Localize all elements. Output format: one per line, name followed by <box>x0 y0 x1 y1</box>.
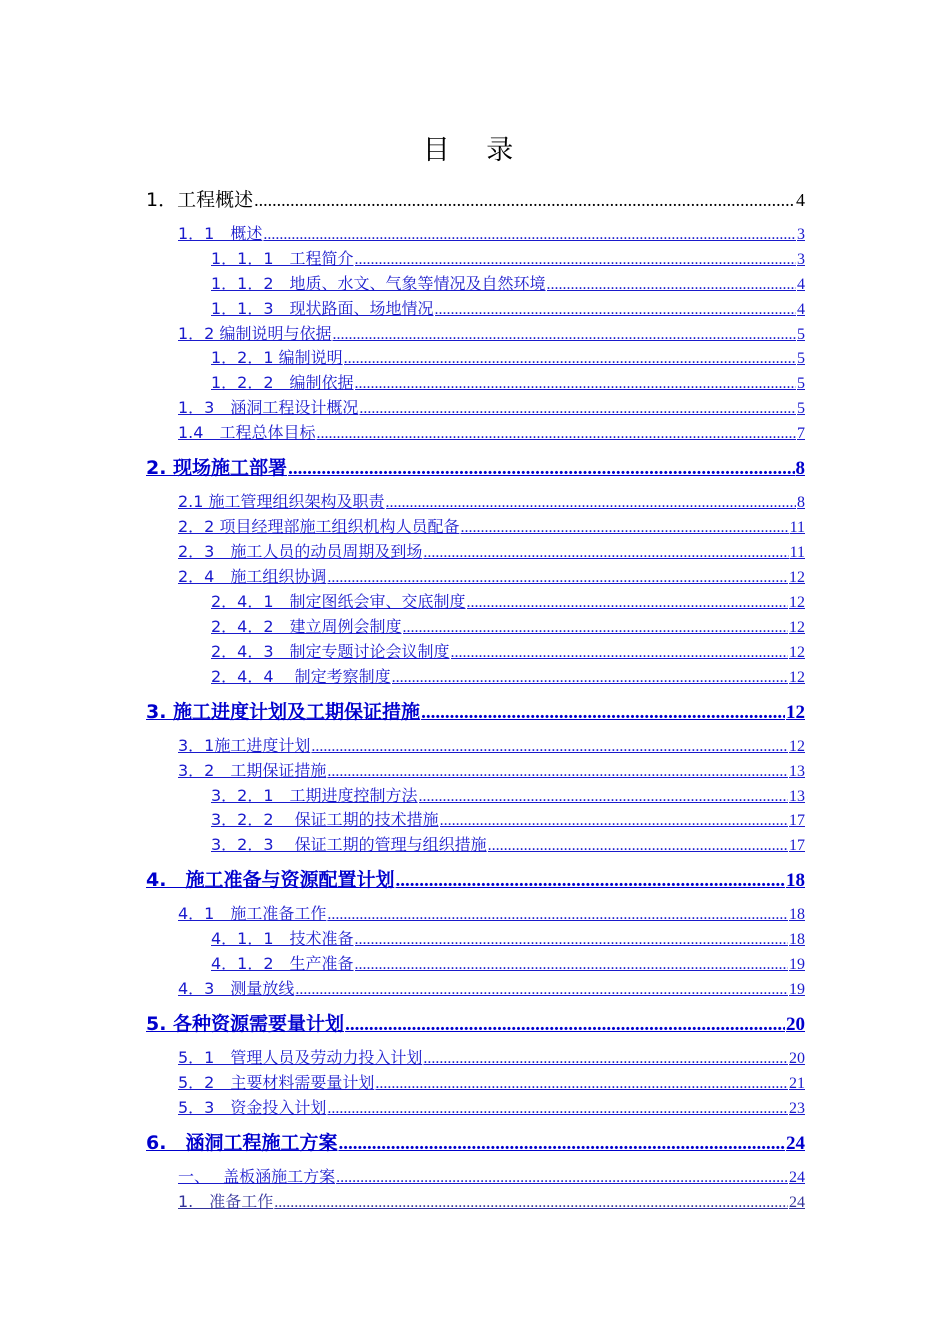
page-title: 目 录 <box>422 135 528 166</box>
toc-entry-page: 18 <box>789 931 805 948</box>
toc-dot-leader <box>488 837 788 855</box>
toc-entry-title: 1．1．3 现状路面、场地情况 <box>211 299 434 318</box>
toc-entry-title: 4．1．1 技术准备 <box>211 929 354 948</box>
toc-entry-page: 20 <box>786 1014 805 1035</box>
toc-entry[interactable] <box>211 589 805 612</box>
toc-entry-title: 1．1．1 工程简介 <box>211 249 354 268</box>
toc-entry[interactable] <box>178 564 805 587</box>
toc-entry-title: 3．2．3 保证工期的管理与组织措施 <box>211 835 487 854</box>
toc-entry-page: 20 <box>789 1050 805 1067</box>
toc-entry[interactable] <box>211 370 805 393</box>
toc-dot-leader <box>355 956 788 974</box>
toc-entry-page: 12 <box>789 619 805 636</box>
toc-entry-page: 21 <box>789 1075 805 1092</box>
toc-entry-page: 11 <box>789 519 805 536</box>
toc-entry[interactable] <box>146 1128 805 1155</box>
toc-entry[interactable] <box>178 420 805 443</box>
toc-entry-page: 24 <box>789 1194 805 1211</box>
toc-entry-title: 5．1 管理人员及劳动力投入计划 <box>178 1048 423 1067</box>
toc-entry[interactable] <box>211 951 805 974</box>
toc-entry[interactable] <box>211 614 805 637</box>
toc-entry-page: 12 <box>789 738 805 755</box>
toc-entry-page: 12 <box>789 669 805 686</box>
toc-entry-title: 2．2 项目经理部施工组织机构人员配备 <box>178 517 460 536</box>
toc-entry[interactable] <box>178 1045 805 1068</box>
toc-entry-page: 17 <box>789 837 805 854</box>
toc-entry-page: 5 <box>797 400 805 417</box>
toc-entry-title: 1．2 编制说明与依据 <box>178 324 332 343</box>
toc-entry[interactable] <box>178 539 805 562</box>
toc-entry-title: 2.1 施工管理组织架构及职责 <box>178 492 385 511</box>
toc-dot-leader <box>327 763 788 781</box>
toc-dot-leader <box>467 594 788 612</box>
toc-entry[interactable] <box>178 395 805 418</box>
toc-entry-page: 4 <box>796 190 805 210</box>
toc-entry[interactable] <box>178 758 805 781</box>
toc-entry-title: 1．1．2 地质、水文、气象等情况及自然环境 <box>211 274 546 293</box>
toc-dot-leader <box>327 906 788 924</box>
toc-entry-page: 18 <box>789 906 805 923</box>
toc-dot-leader <box>386 494 796 512</box>
toc-entry-page: 8 <box>797 494 805 511</box>
toc-entry-page: 12 <box>789 644 805 661</box>
toc-entry-page: 17 <box>789 812 805 829</box>
toc-dot-leader <box>440 812 788 830</box>
toc-dot-leader <box>419 788 788 806</box>
toc-dot-leader <box>460 519 788 537</box>
toc-entry[interactable] <box>211 832 805 855</box>
toc-entry[interactable] <box>178 321 805 344</box>
toc-entry[interactable] <box>211 345 805 368</box>
toc-entry-page: 12 <box>789 569 805 586</box>
toc-entry[interactable] <box>211 783 805 806</box>
toc-entry-title: 1．3 涵洞工程设计概况 <box>178 398 359 417</box>
toc-entry-page: 23 <box>789 1100 805 1117</box>
toc-entry-title: 3. 施工进度计划及工期保证措施 <box>146 701 421 723</box>
toc-entry[interactable] <box>178 1095 805 1118</box>
toc-entry-title: 2．4．3 制定专题讨论会议制度 <box>211 642 450 661</box>
toc-dot-leader <box>359 400 796 418</box>
toc-dot-leader <box>288 458 794 480</box>
toc-dot-leader <box>327 569 788 587</box>
toc-entry-title: 5．2 主要材料需要量计划 <box>178 1073 375 1092</box>
toc-entry[interactable] <box>178 901 805 924</box>
toc-entry-page: 12 <box>786 702 805 723</box>
toc-dot-leader <box>327 1100 788 1118</box>
toc-dot-leader <box>295 981 788 999</box>
toc-entry-page: 5 <box>797 350 805 367</box>
toc-entry-title: 1.4 工程总体目标 <box>178 423 316 442</box>
toc-entry-page: 13 <box>789 788 805 805</box>
toc-entry[interactable] <box>178 1164 805 1187</box>
toc-entry[interactable] <box>178 1070 805 1093</box>
toc-entry[interactable] <box>146 697 805 724</box>
toc-entry-page: 8 <box>795 458 805 479</box>
toc-entry-title: 2．4．2 建立周例会制度 <box>211 617 402 636</box>
toc-entry-title: 4. 施工准备与资源配置计划 <box>146 869 395 891</box>
toc-entry[interactable] <box>178 221 805 244</box>
toc-entry-title: 2．4．1 制定图纸会审、交底制度 <box>211 592 466 611</box>
toc-entry-title: 1．工程概述 <box>146 189 254 211</box>
toc-entry-title: 5．3 资金投入计划 <box>178 1098 327 1117</box>
toc-entry-title: 2．4．4 制定考察制度 <box>211 667 391 686</box>
toc-entry[interactable] <box>211 271 805 294</box>
toc-dot-leader <box>311 738 788 756</box>
toc-entry[interactable] <box>211 639 805 662</box>
toc-entry-page: 11 <box>789 544 805 561</box>
toc-dot-leader <box>355 375 796 393</box>
toc-dot-leader <box>451 644 788 662</box>
toc-entry[interactable] <box>211 246 805 269</box>
toc-dot-leader <box>274 1194 788 1212</box>
toc-dot-leader <box>375 1075 788 1093</box>
toc-entry[interactable] <box>211 664 805 687</box>
toc-entry-title: 1．1 概述 <box>178 224 263 243</box>
toc-dot-leader <box>254 190 795 211</box>
toc-entry-page: 4 <box>797 301 805 318</box>
toc-dot-leader <box>395 870 785 892</box>
toc-dot-leader <box>355 931 788 949</box>
toc-entry-page: 18 <box>786 870 805 891</box>
toc-entry-title: 4．3 测量放线 <box>178 979 295 998</box>
toc-entry[interactable] <box>146 1009 805 1036</box>
toc-entry-page: 24 <box>786 1133 805 1154</box>
toc-entry-page: 4 <box>797 276 805 293</box>
toc-entry[interactable] <box>211 807 805 830</box>
toc-entry-title: 6. 涵洞工程施工方案 <box>146 1132 338 1154</box>
toc-entry[interactable] <box>178 976 805 999</box>
toc-entry[interactable] <box>178 733 805 756</box>
toc-dot-leader <box>336 1169 788 1187</box>
toc-entry-title: 3．1施工进度计划 <box>178 736 311 755</box>
toc-dot-leader <box>403 619 788 637</box>
toc-entry[interactable] <box>178 514 805 537</box>
toc-dot-leader <box>345 1014 785 1036</box>
toc-entry-page: 19 <box>789 956 805 973</box>
toc-dot-leader <box>421 702 785 724</box>
toc-entry[interactable] <box>211 926 805 949</box>
toc-dot-leader <box>338 1133 785 1155</box>
toc-entry[interactable] <box>146 865 805 892</box>
toc-entry-page: 3 <box>797 251 805 268</box>
toc-entry-page: 19 <box>789 981 805 998</box>
toc-dot-leader <box>344 350 796 368</box>
toc-dot-leader <box>423 1050 788 1068</box>
toc-entry-title: 2. 现场施工部署 <box>146 457 288 479</box>
toc-entry-page: 13 <box>789 763 805 780</box>
toc-entry-title: 3．2．1 工期进度控制方法 <box>211 786 418 805</box>
toc-dot-leader <box>392 669 788 687</box>
toc-entry-page: 7 <box>797 425 805 442</box>
toc-dot-leader <box>435 301 796 319</box>
toc-dot-leader <box>355 251 796 269</box>
toc-entry <box>146 185 805 212</box>
toc-dot-leader <box>332 326 796 344</box>
toc-entry-title: 4．1 施工准备工作 <box>178 904 327 923</box>
toc-entry[interactable] <box>178 489 805 512</box>
toc-entry-title: 2．4 施工组织协调 <box>178 567 327 586</box>
toc-entry[interactable] <box>146 453 805 480</box>
toc-entry-title: 3．2．2 保证工期的技术措施 <box>211 810 439 829</box>
toc-entry-page: 12 <box>789 594 805 611</box>
toc-entry-title: 2．3 施工人员的动员周期及到场 <box>178 542 423 561</box>
toc-entry[interactable] <box>178 1189 805 1212</box>
toc-dot-leader <box>316 425 796 443</box>
toc-entry-page: 24 <box>789 1169 805 1186</box>
toc-entry[interactable] <box>211 296 805 319</box>
toc-entry-title: 3．2 工期保证措施 <box>178 761 327 780</box>
toc-entry-title: 1．2．2 编制依据 <box>211 373 354 392</box>
toc-dot-leader <box>263 226 796 244</box>
toc-entry-page: 5 <box>797 375 805 392</box>
toc-dot-leader <box>423 544 788 562</box>
toc-entry-page: 3 <box>797 226 805 243</box>
toc-entry-title: 1．2．1 编制说明 <box>211 348 343 367</box>
toc-entry-page: 5 <box>797 326 805 343</box>
toc-entry-title: 4．1．2 生产准备 <box>211 954 354 973</box>
toc-entry-title: 一、 盖板涵施工方案 <box>178 1167 336 1186</box>
toc-entry-title: 1. 准备工作 <box>178 1192 274 1211</box>
toc-entry-title: 5. 各种资源需要量计划 <box>146 1013 345 1035</box>
toc-dot-leader <box>547 276 796 294</box>
